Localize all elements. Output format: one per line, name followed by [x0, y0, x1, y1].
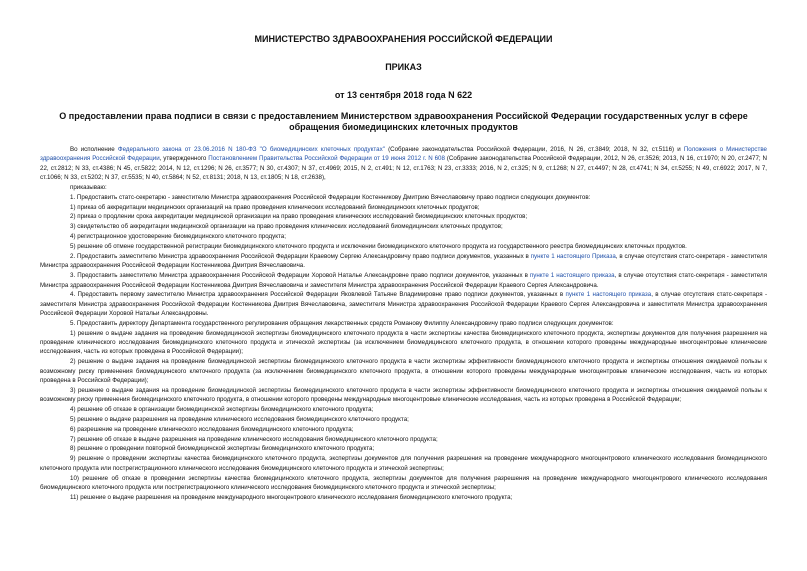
- paragraph-2-text-1: 2. Предоставить заместителю Министра здравоохранения Российской Федерации Краевому Сергею Александровичу право подписи документов, указанных в: [70, 253, 531, 261]
- paragraph-1: 1. Предоставить статс-секретарю - заместителю Министра здравоохранения Российской Федерации Костенникову Дмитрию Вячеславовичу право подписи следующих документов:: [70, 193, 591, 201]
- paragraph-3-text-1: 3. Предоставить заместителю Министра здравоохранения Российской Федерации Хоровой Наталье Александровне право подписи документов, указанных в: [70, 272, 530, 280]
- paragraph-5-item: 1) решение о выдаче задания на проведение биомедицинской экспертизы биомедицинского клеточного продукта в части экспертизы качества биомедицинского клеточного продукта, экспертизы документов для получения разрешения на проведение клинического исследования биомедицинского клеточного продукта и этической экспертизы (за исключением биомедицинского клеточного продукта, в отношении которого проведены международные многоцентровые клинические исследования, часть из которых проведена в Российской Федерации);: [40, 329, 767, 356]
- paragraph-4-text-2: , в случае отсутствия статс-секретаря - заместителя Министра здравоохранения Российской Федерации Костенникова Дмитрия Вячеславовича, заместителя Министра здравоохранения Российской Федерации Краевого Сергея Александровича и заместителя Министра здравоохранения Российской Федерации Хоровой Натальи Александровны.: [40, 291, 768, 317]
- paragraph-3-reference-link[interactable]: пункте 1 настоящего приказа: [529, 272, 615, 280]
- intro-text-3: , утвержденного: [159, 155, 209, 163]
- paragraph-2-reference-link[interactable]: пункте 1 настоящего Приказа: [530, 253, 616, 261]
- document-body: [40, 145, 767, 502]
- government-decree-link[interactable]: Постановлением Правительства Российской Федерации от 19 июня 2012 г. N 608: [208, 155, 445, 163]
- federal-law-link[interactable]: Федерального закона от 23.06.2016 N 180-ФЗ "О биомедицинских клеточных продуктах": [117, 146, 385, 153]
- paragraph-5-item: 6) разрешение на проведение клинического исследования биомедицинского клеточного продукта;: [70, 425, 354, 433]
- order-verb: приказываю:: [70, 183, 107, 191]
- order-date: от 13 сентября 2018 года N 622: [334, 90, 473, 100]
- paragraph-2-text-2: , в случае отсутствия статс-секретаря - заместителя Министра здравоохранения Российской Федерации Костенникова Дмитрия Вячеславовича.: [40, 253, 768, 270]
- paragraph-5-item: 5) решение о выдаче разрешения на проведение клинического исследования биомедицинского клеточного продукта;: [70, 415, 409, 423]
- intro-paragraph: [40, 145, 767, 182]
- paragraph-4: [40, 290, 767, 318]
- intro-text-4: (Собрание законодательства Российской Федерации, 2012, N 26, ст.3526; 2013, N 16, ст.1970; N 20, ст.2477; N 22, ст.2812; N 33, ст.4386; N 45, ст.5822; 2014, N 12, ст.1296; N 26, ст.3577; N 30, ст.4307; N 37, ст.4969; 2015, N 2, ст.491; N 12, ст.1763; N 23, ст.3333; 2016, N 2, ст.325; N 9, ст.1268; N 27, ст.4497; N 28, ст.4741; N 34, ст.5255; N 49, ст.6922; 2017, N 7, ст.1066; N 33, ст.5202; N 37, ст.5535; N 40, ст.5864; N 52, ст.8131; 2018, N 13, ст.1805; N 18, ст.2638),: [40, 155, 767, 181]
- paragraph-3-text-2: , в случае отсутствия статс-секретаря - заместителя Министра здравоохранения Российской Федерации Костенникова Дмитрия Вячеславовича и заместителя Министра здравоохранения Российской Федерации Краевого Сергея Александровича.: [40, 272, 768, 289]
- paragraph-2: [40, 252, 767, 271]
- paragraph-5-item: 11) решение о выдаче разрешения на проведение международного многоцентрового клинического исследования биомедицинского клеточного продукта;: [70, 493, 513, 501]
- ministry-heading: МИНИСТЕРСТВО ЗДРАВООХРАНЕНИЯ РОССИЙСКОЙ ФЕДЕРАЦИИ: [254, 34, 553, 44]
- intro-text-2: (Собрание законодательства Российской Федерации, 2016, N 26, ст.3849; 2018, N 32, ст.5116) и: [384, 146, 684, 153]
- paragraph-5-item: 3) решение о выдаче задания на проведение биомедицинской экспертизы биомедицинского клеточного продукта в части экспертизы эффективности биомедицинского клеточного продукта и экспертизы отношения ожидаемой пользы к возможному риску применения биомедицинского клеточного продукта, в отношении которого проведены международные многоцентровые клинические исследования, часть из которых проведена в Российской Федерации;: [40, 386, 767, 404]
- paragraph-5-item: 9) решение о проведении экспертизы качества биомедицинского клеточного продукта, экспертизы документов для получения разрешения на проведение международного многоцентрового клинического исследования биомедицинского клеточного продукта или пострегистрационного клинического исследования биомедицинского клеточного продукта и этической экспертизы;: [40, 455, 767, 472]
- paragraph-5-item: 10) решение об отказе в проведении экспертизы качества биомедицинского клеточного продукта, экспертизы документов для получения разрешения на проведение международного многоцентрового клинического исследования биомедицинского клеточного продукта или пострегистрационного клинического исследования биомедицинского клеточного продукта и этической экспертизы;: [40, 474, 767, 491]
- paragraph-5-item: 8) решение о проведении повторной биомедицинской экспертизы биомедицинского клеточного продукта;: [70, 445, 375, 453]
- paragraph-1-item: 2) приказ о продлении срока аккредитации медицинской организации на право проведения клинических исследований биомедицинских клеточных продуктов;: [70, 213, 528, 221]
- paragraph-5-item: 7) решение об отказе в выдаче разрешения на проведение клинического исследования биомедицинского клеточного продукта;: [70, 435, 438, 443]
- paragraph-5: 5. Предоставить директору Департамента государственного регулирования обращения лекарственных средств Романову Филиппу Александровичу право подписи следующих документов:: [70, 319, 614, 327]
- paragraph-3: [40, 271, 767, 290]
- order-title: О предоставлении права подписи в связи с предоставлением Министерством здравоохранения Российской Федерации государственных услуг в сфере обращения биомедицинских клеточных продуктов: [59, 111, 748, 132]
- order-heading: ПРИКАЗ: [385, 62, 422, 72]
- paragraph-4-text-1: 4. Предоставить первому заместителю Министра здравоохранения Российской Федерации Яковлевой Татьяне Владимировне право подписи документов, указанных в: [70, 291, 566, 299]
- paragraph-1-item: 4) регистрационное удостоверение биомедицинского клеточного продукта;: [70, 233, 286, 241]
- paragraph-1-item: 5) решение об отмене государственной регистрации биомедицинского клеточного продукта и исключении биомедицинского клеточного продукта из государственного реестра биомедицинских клеточных продуктов.: [70, 243, 687, 251]
- paragraph-1-item: 1) приказ об аккредитации медицинских организаций на право проведения клинических исследований биомедицинских клеточных продуктов;: [70, 203, 480, 211]
- paragraph-5-item: 2) решение о выдаче задания на проведение биомедицинской экспертизы биомедицинского клеточного продукта в части экспертизы эффективности биомедицинского клеточного продукта и экспертизы отношения ожидаемой пользы к возможному риску применения биомедицинского клеточного продукта (за исключением биомедицинского клеточного продукта, в отношении которого проведены международные многоцентровые клинические исследования, часть из которых проведена в Российской Федерации);: [40, 358, 767, 384]
- ministry-regulation-link[interactable]: Положения о Министерстве здравоохранения Российской Федерации: [40, 146, 767, 163]
- paragraph-1-item: 3) свидетельство об аккредитации медицинской организации на право проведения клинических исследований биомедицинских клеточных продуктов;: [70, 223, 503, 231]
- intro-text-1: Во исполнение: [70, 146, 118, 153]
- paragraph-4-reference-link[interactable]: пункте 1 настоящего приказа: [565, 291, 652, 299]
- paragraph-5-item: 4) решение об отказе в организации биомедицинской экспертизы биомедицинского клеточного продукта;: [70, 405, 374, 413]
